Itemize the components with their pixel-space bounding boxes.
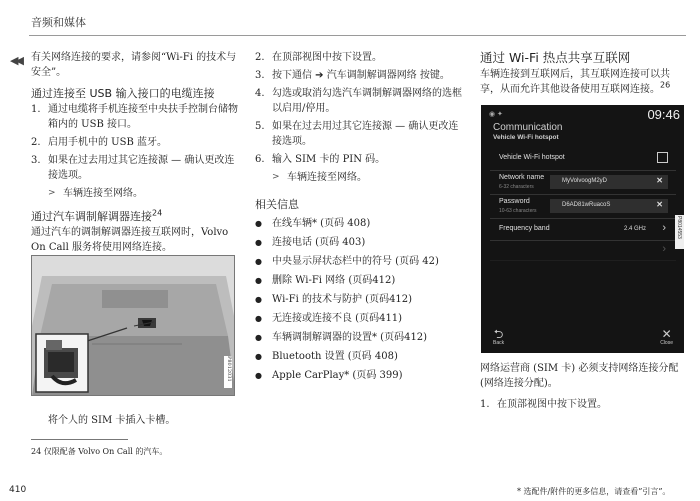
list-item: 4. 勾选或取消勾选汽车调制解调器网络的选框以启用/停用。 (255, 88, 462, 114)
network-name-label: Network name (499, 174, 545, 181)
screen-code: P8014553 (675, 215, 684, 249)
clear-icon[interactable]: ✕ (656, 200, 663, 209)
related-link[interactable]: ● 在线车辆* (页码 408) (255, 218, 371, 229)
disabled-row (490, 241, 676, 261)
photo-caption: 将个人的 SIM 卡插入卡槽。 (48, 415, 176, 426)
bullet-icon: ● (255, 276, 262, 285)
footnote: 24 仅限配备 Volvo On Call 的汽车。 (31, 447, 168, 456)
column-middle (255, 50, 463, 387)
column-right-lower (480, 361, 687, 415)
chevron-right-icon: › (662, 222, 666, 234)
carrier-note: 网络运营商 (SIM 卡) 必须支持网络连接分配 (网络连接分配)。 (480, 363, 679, 389)
chevron-right-icon: › (662, 243, 666, 255)
hotspot-checkbox[interactable] (657, 152, 668, 163)
intro-text: 有关网络连接的要求，请参阅“Wi-Fi 的技术与安全”。 (31, 52, 237, 78)
related-link[interactable]: ● 车辆调制解调器的设置* (页码412) (255, 332, 428, 343)
usb-steps (31, 102, 241, 183)
clock: 09:46 (647, 107, 680, 122)
related-link[interactable]: ● 连接电话 (页码 403) (255, 237, 366, 248)
bullet-icon: ● (255, 352, 262, 361)
hotspot-steps (480, 397, 687, 412)
related-link[interactable]: ● Bluetooth 设置 (页码 408) (255, 351, 398, 362)
page-number: 410 (9, 485, 27, 495)
related-links (255, 216, 463, 383)
related-link[interactable]: ● Apple CarPlay* (页码 399) (255, 370, 403, 381)
back-button[interactable]: ⮌ Back (493, 327, 505, 346)
network-name-hint: 6-32 characters (499, 184, 534, 190)
bullet-icon: ● (255, 333, 262, 342)
status-bar (481, 105, 684, 123)
frequency-band-row[interactable] (490, 219, 676, 241)
clear-icon[interactable]: ✕ (656, 176, 663, 185)
status-icons: ◉ ✦ (489, 111, 503, 118)
modem-heading: 通过汽车调制解调器连接$^{24}$ (31, 208, 163, 223)
related-heading: 相关信息 (255, 198, 299, 211)
photo-code: P8012031 (224, 356, 232, 388)
bullet-icon: ● (255, 257, 262, 266)
trunk-illustration (32, 256, 235, 396)
screen-subtitle: Vehicle Wi-Fi hotspot (493, 134, 559, 141)
list-item: 3. 如果在过去用过其它连接源 — 确认更改连接选项。 (31, 155, 235, 181)
frequency-band-label: Frequency band (499, 225, 550, 232)
close-icon: ✕ (661, 327, 672, 341)
password-hint: 10-63 characters (499, 208, 537, 214)
list-item: 3. 按下通信 ➔ 汽车调制解调器网络 按键。 (255, 70, 450, 81)
related-link[interactable]: ● 无连接或连接不良 (页码411) (255, 313, 403, 324)
footer-note: * 选配件/附件的更多信息，请查看”引言”。 (517, 487, 671, 496)
hotspot-intro: 车辆连接到互联网后，其互联网连接可以共享，从而允许其他设备使用互联网连接。$^{26}$ (480, 69, 671, 95)
footnote-divider (31, 439, 128, 440)
bullet-icon: ● (255, 371, 262, 380)
sim-slot-photo (31, 255, 235, 396)
network-name-row (490, 171, 676, 195)
list-item: 5. 如果在过去用过其它连接源 — 确认更改连接选项。 (255, 121, 459, 147)
bullet-icon: ● (255, 295, 262, 304)
screen-title: Communication (493, 122, 563, 133)
password-field[interactable]: D6AD81wRuacoS ✕ (550, 199, 668, 213)
back-icon: ⮌ (493, 327, 504, 341)
password-row (490, 195, 676, 219)
usb-heading: 通过连接至 USB 输入接口的电缆连接 (31, 87, 215, 100)
hotspot-heading: 通过 Wi-Fi 热点共享互联网 (480, 50, 631, 65)
section-header: 音频和媒体 (31, 16, 86, 29)
column-right (480, 50, 687, 103)
hotspot-settings-screen (481, 105, 684, 353)
previous-page-icon: ◀◀ (10, 54, 21, 67)
related-link[interactable]: ● 中央显示屏状态栏中的符号 (页码 42) (255, 256, 439, 267)
modem-steps (255, 50, 463, 167)
list-item: 6. 输入 SIM 卡的 PIN 码。 (255, 154, 386, 165)
frequency-band-value: 2.4 GHz (623, 226, 646, 232)
bullet-icon: ● (255, 238, 262, 247)
list-item: 1. 在顶部视图中按下设置。 (480, 399, 607, 410)
modem-text: 通过汽车的调制解调器连接互联网时，Volvo On Call 服务将使用网络连接。 (31, 227, 229, 253)
password-label: Password (499, 198, 530, 205)
related-link[interactable]: ● 删除 Wi-Fi 网络 (页码412) (255, 275, 396, 286)
close-button[interactable]: ✕ Close (660, 327, 673, 346)
list-item: 1. 通过电缆将手机连接至中央扶手控制台储物箱内的 USB 接口。 (31, 104, 238, 130)
result-arrow-icon: > (272, 172, 280, 182)
usb-result: > 车辆连接至网络。 (48, 188, 143, 199)
hotspot-toggle-row[interactable] (490, 145, 676, 171)
column-left (31, 50, 241, 282)
modem-result: > 车辆连接至网络。 (272, 172, 367, 183)
result-arrow-icon: > (48, 188, 56, 198)
related-link[interactable]: ● Wi-Fi 的技术与防护 (页码412) (255, 294, 413, 305)
hotspot-label: Vehicle Wi-Fi hotspot (499, 154, 565, 161)
list-item: 2. 在顶部视图中按下设置。 (255, 52, 382, 63)
bullet-icon: ● (255, 314, 262, 323)
header-divider (29, 35, 686, 36)
network-name-field[interactable]: MyVolvoogM2yD ✕ (550, 175, 668, 189)
list-item: 2. 启用手机中的 USB 蓝牙。 (31, 137, 167, 148)
bullet-icon: ● (255, 219, 262, 228)
